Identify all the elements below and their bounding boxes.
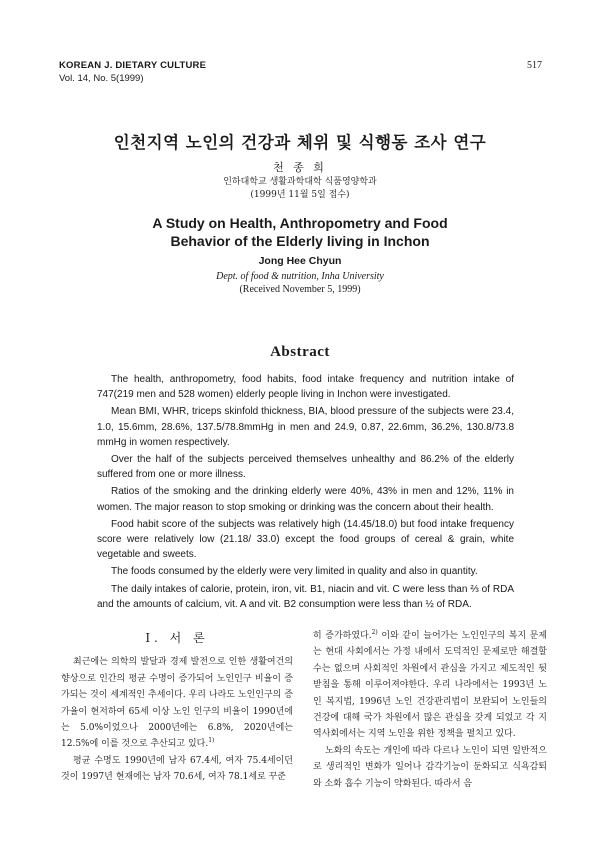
- abstract-paragraph: The foods consumed by the elderly were very limited in quality and also in quantity.: [111, 566, 478, 578]
- section-heading-introduction: I. 서 론: [145, 631, 209, 645]
- page-number: 517: [527, 60, 542, 71]
- abstract-paragraph: Mean BMI, WHR, triceps skinfold thickness, BIA, blood pressure of the subjects were 23.4, 1.0, 15.6mm, 28.6%, 137.5/78.8mmHg in men and 24.9, 0.87, 22.6mm, 36.2%, 130.8/73.8 mmHg in women respectively.: [97, 406, 514, 448]
- abstract-paragraph: Ratios of the smoking and the drinking elderly were 40%, 43% in men and 12%, 11% in women. The major reason to stop smoking or drinking was the concern about their health.: [97, 486, 514, 513]
- reference-marker: 1): [208, 737, 215, 745]
- korean-affiliation: 인하대학교 생활과학대학 식품영양학과: [223, 177, 377, 187]
- abstract-paragraph: Food habit score of the subjects was relatively high (14.45/18.0) but food intake frequency score were relatively low (21.18/ 33.0) except the food groups of cereal & grain, white vegetable and sweets.: [97, 518, 514, 561]
- body-paragraph: 노화의 속도는 개인에 따라 다르나 노인이 되면 일반적으로 생리적인 변화가 일어나 감각기능이 둔화되고 식욕감퇴와 소화 흡수 기능이 약화된다. 따라서 음: [313, 745, 547, 789]
- korean-affiliation-block: [0, 176, 600, 202]
- journal-header: [59, 59, 206, 85]
- body-paragraph: [313, 628, 547, 743]
- abstract-heading: Abstract: [270, 344, 330, 360]
- abstract-body: [97, 372, 514, 614]
- journal-volume: Vol. 14, No. 5(1999): [59, 73, 144, 84]
- english-received-date: (Received November 5, 1999): [239, 284, 361, 295]
- body-paragraph: 평균 수명도 1990년에 남자 67.4세, 여자 75.4세이던 것이 1997년 현재에는 남자 70.6세, 여자 78.1세로 꾸준: [61, 755, 293, 783]
- english-title-line-1: A Study on Health, Anthropometry and Food: [152, 215, 448, 231]
- english-affiliation: Dept. of food & nutrition, Inha University: [216, 271, 384, 282]
- body-paragraph: [61, 654, 293, 752]
- korean-received-date: (1999년 11월 5일 접수): [250, 190, 350, 200]
- body-text: 이와 같이 늘어가는 노인인구의 복지 문제는 현대 사회에서는 가정 내에서 도덕적인 문제로만 해결할 수는 없으며 사회적인 차원에서 관심을 가지고 제도적인 뒷받침을 통해 이루어져야한다. 우리 나라에서는 1993년 노인 복지법, 1996년 노인 건강관리법이 보완되어 노인들의 건강에 대해 국가 차원에서 많은 관심을 갖게 되었고 각 지역사회에서는 지역 노인을 위한 정책을 펼치고 있다.: [313, 631, 548, 740]
- abstract-paragraph: Over the half of the subjects perceived themselves unhealthy and 86.2% of the elderly suffered from one or more illness.: [97, 454, 514, 481]
- body-left-column: [61, 630, 293, 786]
- abstract-paragraph: The health, anthropometry, food habits, food intake frequency and nutrition intake of 747(219 men and 528 women) elderly people living in Inchon were investigated.: [97, 374, 514, 401]
- body-text: 히 증가하였다.: [313, 631, 372, 641]
- journal-title: KOREAN J. DIETARY CULTURE: [59, 60, 207, 71]
- korean-title: 인천지역 노인의 건강과 체위 및 식행동 조사 연구: [113, 133, 487, 152]
- english-title: [0, 214, 600, 250]
- english-title-line-2: Behavior of the Elderly living in Inchon: [170, 233, 430, 249]
- korean-author: 천 종 희: [273, 161, 327, 174]
- body-text: 최근에는 의학의 발달과 경제 발전으로 인한 생활여건의 향상으로 인간의 평균 수명이 증가되어 노인인구 비율이 증가되는 것이 세계적인 추세이다. 우리 나라도 노인인구의 증가율이 현저하여 65세 이상 노인 인구의 비율이 1990년에는 5.0%이었으나 2000년에는 6.8%, 2020년에는 12.5%에 이를 것으로 추산되고 있다.: [61, 657, 293, 750]
- english-author: Jong Hee Chyun: [258, 255, 342, 267]
- abstract-paragraph: The daily intakes of calorie, protein, iron, vit. B1, niacin and vit. C were less than ⅔ of RDA and the amounts of calcium, vit. A and vit. B2 consumption were less than ½ of RDA.: [97, 583, 514, 610]
- reference-marker: 2): [371, 629, 378, 636]
- body-right-column: [313, 628, 547, 792]
- english-affiliation-block: [0, 270, 600, 296]
